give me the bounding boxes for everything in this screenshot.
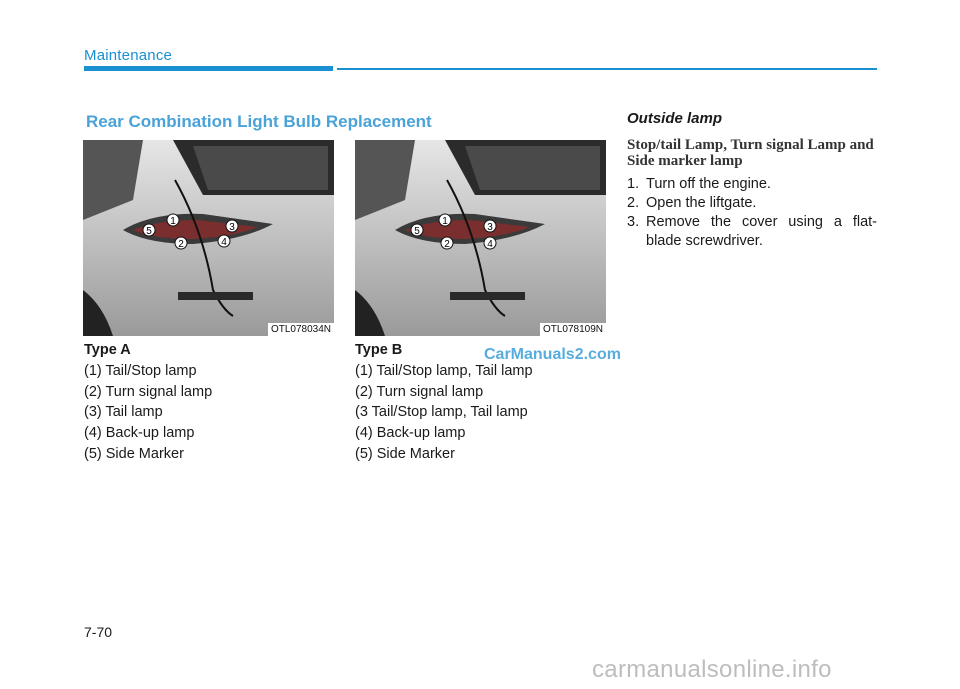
watermark: CarManuals2.com [484, 346, 621, 363]
rear-light-illustration [83, 140, 334, 336]
section-heading: Rear Combination Light Bulb Replacement [86, 112, 432, 131]
step-number: 1. [627, 176, 640, 192]
procedure-step [627, 194, 877, 213]
step-text: Remove the cover using a flat-blade screwdriver. [646, 214, 877, 249]
caption-item: (1) Tail/Stop lamp, Tail lamp [355, 362, 533, 379]
caption-title: Type A [84, 342, 131, 358]
page-number: 7-70 [84, 624, 113, 640]
caption-type-a [84, 340, 212, 465]
step-number: 2. [627, 195, 640, 211]
callout-label-2: 2 [178, 239, 184, 250]
callout-label-3: 3 [229, 222, 235, 233]
caption-item: (3 Tail/Stop lamp, Tail lamp [355, 404, 528, 421]
caption-item: (5) Side Marker [355, 445, 455, 462]
step-text: Turn off the engine. [646, 176, 771, 192]
caption-item: (4) Back-up lamp [355, 425, 466, 442]
figure-code: OTL078109N [540, 323, 606, 336]
callout-label-1: 1 [170, 216, 176, 227]
caption-item: (3) Tail lamp [84, 404, 163, 421]
header-rule-thick [84, 66, 333, 71]
callout-label-2: 2 [444, 239, 450, 250]
outside-lamp-title: Outside lamp [627, 110, 723, 127]
callout-label-5: 5 [414, 226, 420, 237]
caption-item: (4) Back-up lamp [84, 425, 195, 442]
footer-watermark: carmanualsonline.info [592, 656, 832, 683]
outside-lamp-subtitle: Stop/tail Lamp, Turn signal Lamp and Side marker lamp [627, 137, 874, 169]
rear-light-illustration [355, 140, 606, 336]
figure-type-a [83, 140, 334, 336]
procedure-step [627, 213, 877, 251]
callout-label-4: 4 [487, 239, 493, 250]
header-rule-thin [337, 68, 877, 70]
callout-label-3: 3 [487, 222, 493, 233]
outside-lamp-section [627, 110, 877, 251]
step-text: Open the liftgate. [646, 195, 757, 211]
figure-code: OTL078034N [268, 323, 334, 336]
caption-item: (2) Turn signal lamp [84, 383, 213, 400]
caption-title: Type B [355, 342, 403, 358]
callout-label-5: 5 [146, 226, 152, 237]
step-number: 3. [627, 214, 640, 230]
caption-item: (1) Tail/Stop lamp [84, 362, 197, 379]
figure-type-b [355, 140, 606, 336]
caption-item: (2) Turn signal lamp [355, 383, 484, 400]
callout-label-4: 4 [221, 237, 227, 248]
caption-item: (5) Side Marker [84, 445, 184, 462]
section-label: Maintenance [84, 47, 173, 64]
callout-label-1: 1 [442, 216, 448, 227]
procedure-step [627, 175, 877, 194]
